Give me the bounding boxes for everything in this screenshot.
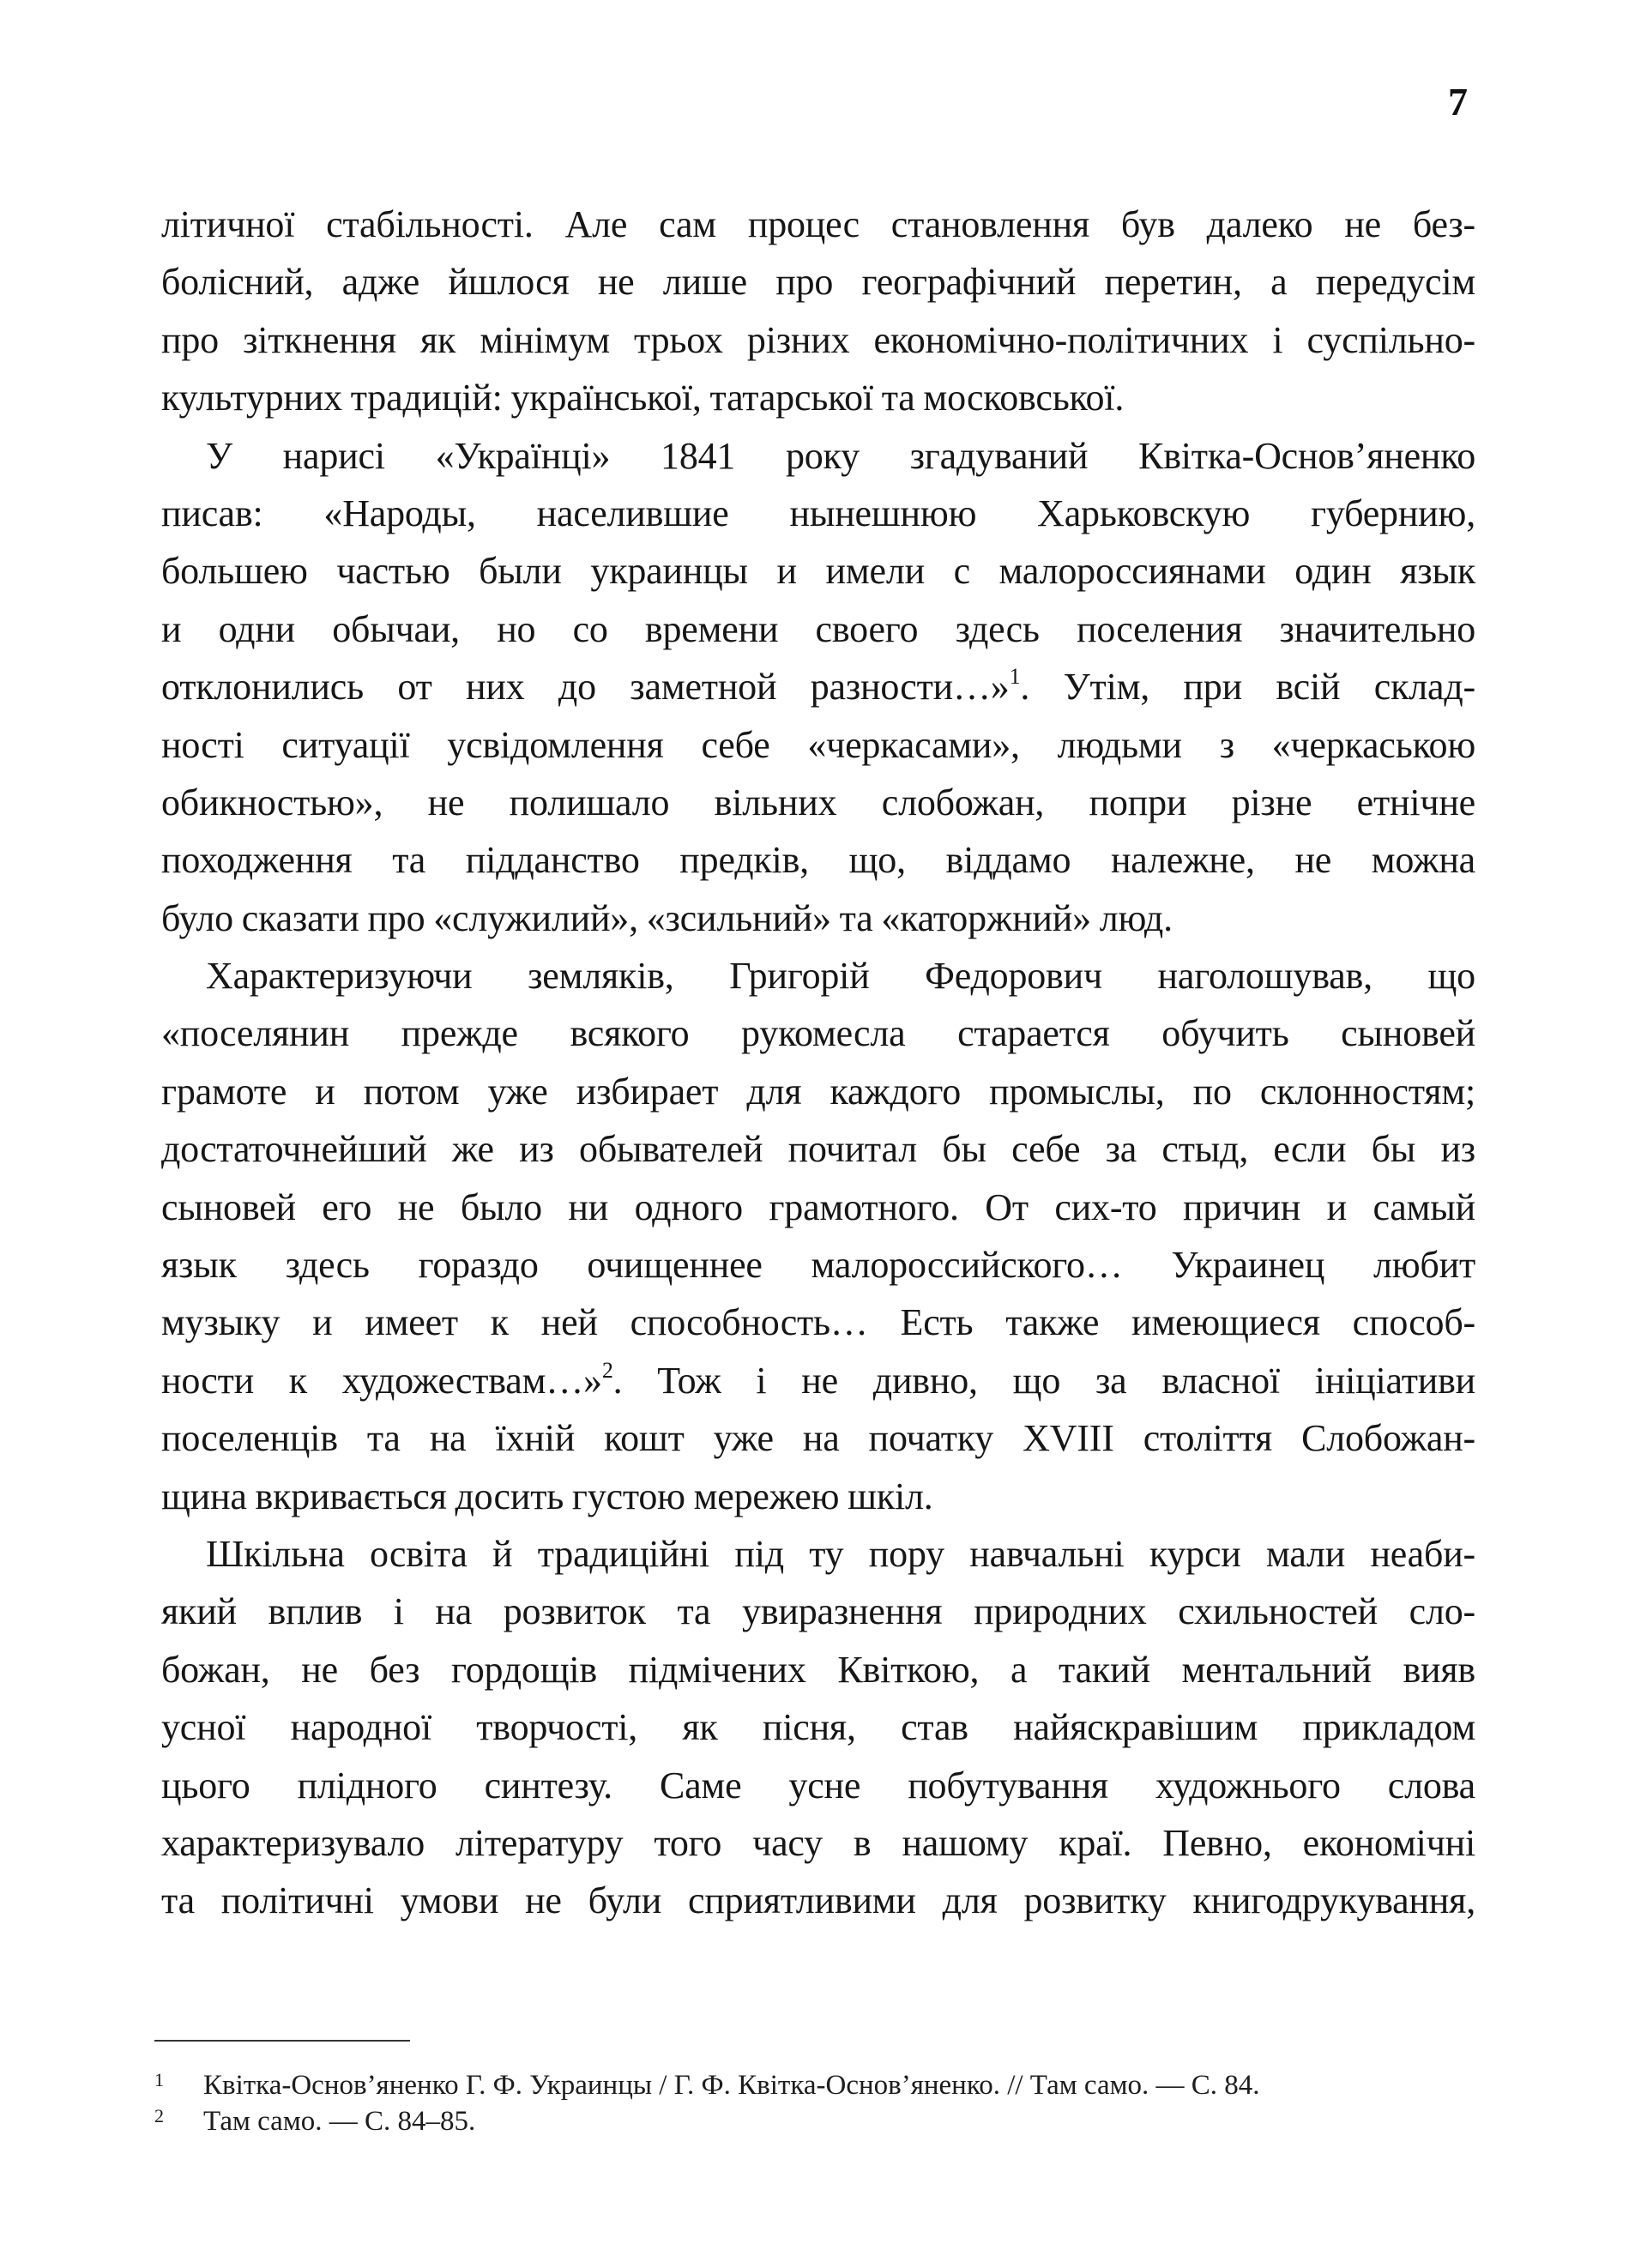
footnote-text: Квітка-Основ’яненко Г. Ф. Украинцы / Г. Ф. Квітка-Основ’яненко. // Там само. — С. 84. [203,2070,1260,2101]
footnote-1 [154,2067,1475,2103]
text-line [161,831,1475,889]
line-text: усної народної творчості, як пісня, став найяскравішим прикладом [161,1706,1475,1749]
text-line [161,369,1475,426]
footnote-number: 2 [154,2105,164,2126]
text-line [161,600,1475,658]
text-line [161,1236,1475,1294]
line-text: отклонились от них до заметной разности…» [161,666,1010,709]
line-text: грамоте и потом уже избирает для каждого промыслы, по склонностям; [161,1070,1475,1113]
text-line [161,1063,1475,1120]
line-text: літичної стабільності. Але сам процес становлення був далеко не без- [161,203,1475,245]
line-text: и одни обычаи, но со времени своего здесь поселения значительно [161,607,1475,650]
text-line [161,1641,1475,1698]
text-line [161,947,1475,1004]
text-line [161,890,1475,947]
line-text-continued: . Утім, при всій склад- [1020,666,1475,709]
line-text: ності ситуації усвідомлення себе «черкасами», людьми з «черкаською [161,723,1475,766]
footnotes [154,2067,1475,2139]
text-line [161,1814,1475,1872]
footnote-separator [154,2040,410,2042]
text-line [161,1757,1475,1814]
footnote-text: Там само. — С. 84–85. [203,2106,476,2137]
line-text: щина вкривається досить густою мережею шкіл. [161,1475,933,1517]
line-text: достаточнейший же из обывателей почитал бы себе за стыд, если бы из [161,1128,1475,1171]
body-text [161,196,1475,1930]
line-text: болісний, адже йшлося не лише про географічний перетин, а передусім [161,261,1475,304]
text-line [161,196,1475,253]
text-line [161,1525,1475,1583]
footnote-reference[interactable]: 1 [1009,664,1021,690]
text-line [161,1698,1475,1756]
text-line [161,658,1475,715]
text-line [161,427,1475,485]
line-text: язык здесь гораздо очищеннее малороссийского… Украинец любит [161,1244,1475,1287]
text-line [161,1468,1475,1525]
line-text: про зіткнення як мінімум трьох різних економічно-політичних і суспільно- [161,318,1475,361]
line-text: походження та підданство предків, що, віддамо належне, не можна [161,839,1475,882]
line-text: Характеризуючи земляків, Григорій Федорович наголошував, що [206,955,1475,998]
line-text: У нарисі «Українці» 1841 року згадуваний Квітка-Основ’яненко [206,434,1475,477]
line-text: ности к художествам…» [161,1359,602,1402]
line-text: сыновей его не было ни одного грамотного. От сих-то причин и самый [161,1185,1475,1228]
text-line [161,1352,1475,1409]
text-line [161,1120,1475,1178]
line-text: божан, не без гордощів підмічених Квіткою, а такий ментальний вияв [161,1648,1475,1691]
text-line [161,1294,1475,1351]
line-text: цього плідного синтезу. Саме усне побутування художнього слова [161,1764,1475,1807]
text-line [161,1409,1475,1467]
text-line [161,311,1475,369]
text-line [161,1583,1475,1640]
text-line [161,542,1475,600]
footnote-number: 1 [154,2069,164,2090]
line-text: обикностью», не полишало вільних слобожан, попри різне етнічне [161,781,1475,823]
text-line [161,253,1475,311]
line-text: музыку и имеет к ней способность… Есть также имеющиеся способ- [161,1301,1475,1344]
text-line [161,1179,1475,1236]
line-text: культурних традицій: української, татарської та московської. [161,377,1125,419]
footnote-2 [154,2103,1475,2139]
line-text: характеризувало літературу того часу в нашому краї. Певно, економічні [161,1821,1475,1864]
line-text: «поселянин прежде всякого рукомесла старается обучить сыновей [161,1012,1475,1055]
line-text: було сказати про «служилий», «зсильний» та «каторжний» люд. [161,896,1173,939]
text-line [161,1872,1475,1929]
line-text: Шкільна освіта й традиційні під ту пору навчальні курси мали неаби- [206,1532,1475,1575]
text-line [161,774,1475,831]
text-line [161,1004,1475,1062]
text-line [161,485,1475,542]
text-line [161,716,1475,774]
line-text: писав: «Народы, населившие нынешнюю Харьковскую губернию, [161,492,1475,534]
line-text: та політичні умови не були сприятливими для розвитку книгодрукування, [161,1879,1475,1922]
line-text: большею частью были украинцы и имели с малороссиянами один язык [161,550,1475,593]
line-text: який вплив і на розвиток та увиразнення природних схильностей сло- [161,1590,1475,1633]
page-number: 7 [1448,80,1468,124]
footnote-reference[interactable]: 2 [601,1357,613,1383]
line-text-continued: . Тож і не дивно, що за власної ініціативи [612,1359,1475,1402]
line-text: поселенців та на їхній кошт уже на початку XVIII століття Слобожан- [161,1417,1475,1460]
